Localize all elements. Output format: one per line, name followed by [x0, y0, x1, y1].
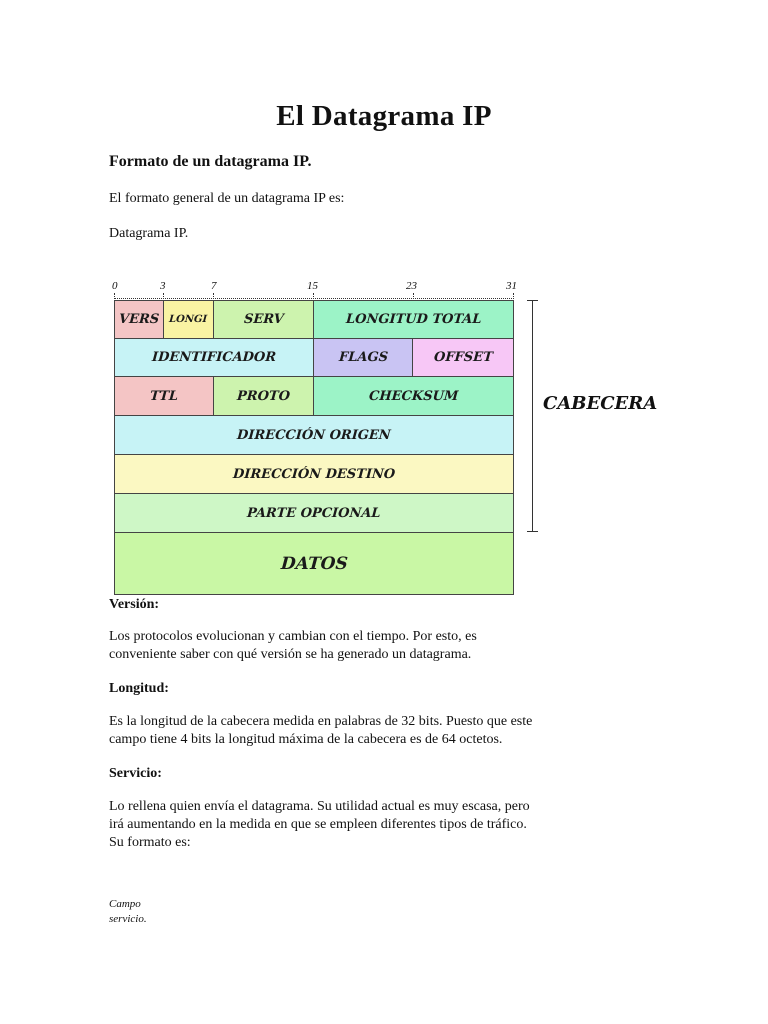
section-subtitle: Formato de un datagrama IP. [109, 153, 312, 170]
intro-text: El formato general de un datagrama IP es: [109, 191, 345, 206]
bracket-bottom-cap [527, 531, 538, 532]
bracket-top-cap [527, 300, 538, 301]
heading-longitud: Longitud: [109, 681, 169, 696]
bit-label-15: 15 [307, 280, 318, 292]
field-parte-opcional: PARTE OPCIONAL [114, 493, 514, 533]
longitud-line-2: campo tiene 4 bits la longitud máxima de la cabecera es de 64 octetos. [109, 732, 503, 747]
diagram-caption: Datagrama IP. [109, 226, 189, 241]
servicio-line-3: Su formato es: [109, 835, 191, 850]
bit-label-7: 7 [211, 280, 217, 292]
bit-label-0: 0 [112, 280, 118, 292]
heading-version: Versión: [109, 597, 160, 612]
bit-scale-line [114, 298, 514, 299]
cabecera-bracket [532, 300, 533, 532]
field-ttl: TTL [114, 376, 214, 416]
longitud-line-1: Es la longitud de la cabecera medida en palabras de 32 bits. Puesto que este [109, 714, 533, 729]
field-vers: VERS [114, 300, 164, 339]
field-proto: PROTO [213, 376, 314, 416]
bit-label-3: 3 [160, 280, 166, 292]
heading-servicio: Servicio: [109, 766, 162, 781]
field-longitud-total: LONGITUD TOTAL [313, 300, 514, 339]
figure-note-line-1: Campo [109, 898, 141, 910]
page-title: El Datagrama IP [276, 100, 492, 132]
field-direccion-destino: DIRECCIÓN DESTINO [114, 454, 514, 494]
field-checksum: CHECKSUM [313, 376, 514, 416]
version-line-2: conveniente saber con qué versión se ha generado un datagrama. [109, 647, 472, 662]
field-offset: OFFSET [412, 338, 514, 377]
field-serv: SERV [213, 300, 314, 339]
field-datos: DATOS [114, 532, 514, 595]
version-line-1: Los protocolos evolucionan y cambian con el tiempo. Por esto, es [109, 629, 477, 644]
field-identificador: IDENTIFICADOR [114, 338, 314, 377]
servicio-line-1: Lo rellena quien envía el datagrama. Su utilidad actual es muy escasa, pero [109, 799, 530, 814]
field-flags: FLAGS [313, 338, 413, 377]
ip-datagram-diagram [106, 280, 666, 600]
field-longi: LONGI [163, 300, 214, 339]
field-direccion-origen: DIRECCIÓN ORIGEN [114, 415, 514, 455]
cabecera-label: CABECERA [543, 393, 658, 414]
bit-label-31: 31 [506, 280, 517, 292]
figure-note-line-2: servicio. [109, 913, 147, 925]
bit-label-23: 23 [406, 280, 417, 292]
servicio-line-2: irá aumentando en la medida en que se empleen diferentes tipos de tráfico. [109, 817, 527, 832]
